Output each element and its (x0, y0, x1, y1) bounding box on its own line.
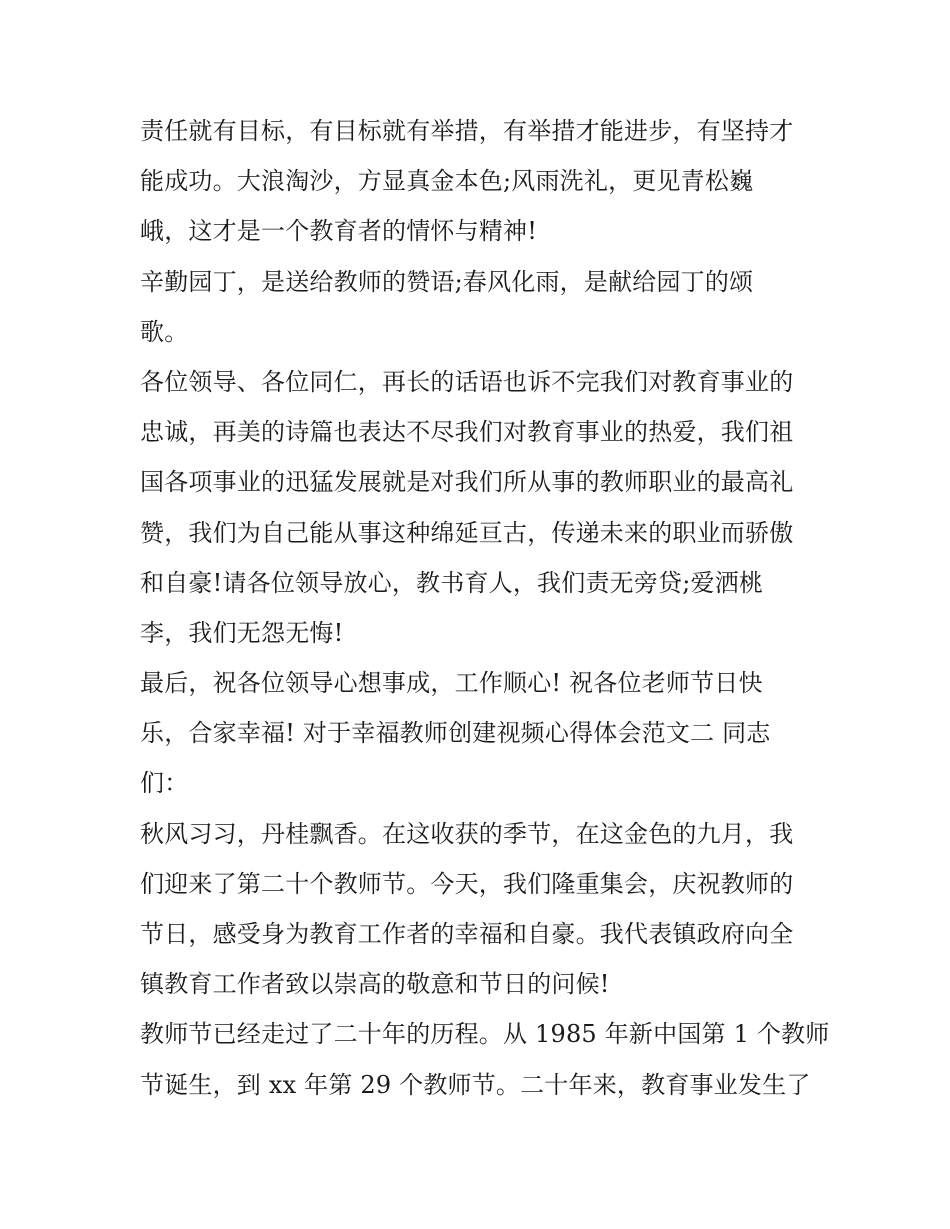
text-line: 们： (140, 769, 189, 798)
text-line: 赞，我们为自己能从事这种绵延亘古，传递未来的职业而骄傲 (140, 518, 794, 547)
text-line: 乐，合家幸福! 对于幸福教师创建视频心得体会范文二 同志 (140, 719, 771, 748)
text-line: 节日，感受身为教育工作者的幸福和自豪。我代表镇政府向全 (140, 920, 794, 948)
text-line: 秋风习习，丹桂飘香。在这收获的季节，在这金色的九月，我 (140, 819, 794, 848)
text-line: 和自豪!请各位领导放心，教书育人，我们责无旁贷;爱洒桃 (140, 568, 764, 597)
text-line: 教师节已经走过了二十年的历程。从 1985 年新中国第 1 个教师 (140, 1020, 830, 1049)
body-text (140, 106, 830, 1110)
text-line: 李，我们无怨无悔! (140, 618, 344, 647)
text-line: 能成功。大浪淘沙，方显真金本色;风雨洗礼，更见青松巍 (140, 167, 754, 196)
text-line: 最后，祝各位领导心想事成，工作顺心! 祝各位老师节日快 (140, 669, 763, 698)
text-line: 辛勤园丁，是送给教师的赞语;春风化雨，是献给园丁的颂 (140, 267, 754, 296)
text-line: 各位领导、各位同仁，再长的话语也诉不完我们对教育事业的 (140, 367, 794, 396)
text-line: 歌。 (140, 317, 189, 346)
text-line: 节诞生，到 xx 年第 29 个教师节。二十年来，教育事业发生了 (140, 1070, 811, 1099)
text-line: 责任就有目标，有目标就有举措，有举措才能进步，有坚持才 (140, 117, 794, 145)
text-line: 忠诚，再美的诗篇也表达不尽我们对教育事业的热爱，我们祖 (140, 418, 794, 447)
text-line: 国各项事业的迅猛发展就是对我们所从事的教师职业的最高礼 (140, 468, 794, 497)
text-line: 峨，这才是一个教育者的情怀与精神! (140, 217, 538, 246)
text-line: 镇教育工作者致以崇高的敬意和节日的问候! (140, 970, 610, 999)
text-line: 们迎来了第二十个教师节。今天，我们隆重集会，庆祝教师的 (140, 869, 794, 898)
